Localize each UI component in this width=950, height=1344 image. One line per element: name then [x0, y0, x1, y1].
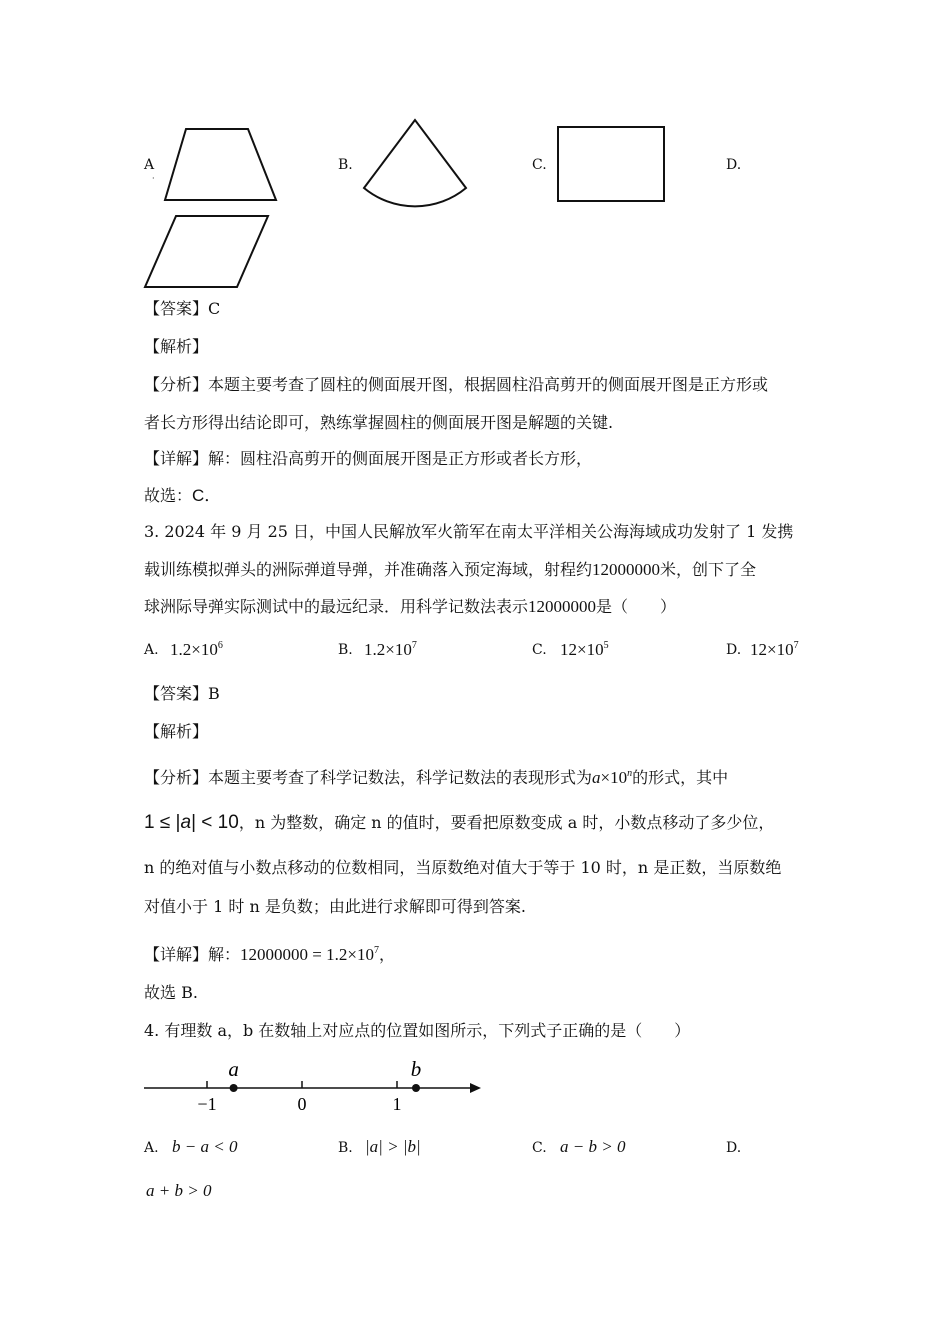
q3-detail — [144, 941, 395, 965]
q3-option-d-label: D. — [726, 642, 742, 658]
tick-label-minus1: −1 — [197, 1094, 217, 1114]
q4-option-b-expr: |a| > |b| — [365, 1137, 421, 1156]
point-b — [412, 1084, 420, 1092]
q3-line2-number: 12000000 — [592, 560, 661, 579]
q3-analysis-exp-n: n — [627, 768, 633, 779]
q3-option-b-exp: 7 — [411, 640, 417, 651]
q3-option-c-expr — [560, 640, 609, 660]
q2-choose — [144, 486, 221, 506]
q4-option-d-expr: a + b > 0 — [146, 1181, 212, 1200]
q2-shapes — [0, 0, 950, 300]
number-line — [0, 1050, 950, 1120]
tick-label-0: 0 — [297, 1094, 307, 1114]
q3-option-a-expr — [170, 640, 223, 660]
q3-option-a-label: A. — [144, 642, 159, 658]
q2-analysis-line2: 者长方形得出结论即可，熟练掌握圆柱的侧面展开图是解题的关键. — [144, 413, 614, 432]
q3-option-c-exp: 5 — [603, 640, 609, 651]
trapezoid-shape — [165, 129, 276, 200]
point-b-label: b — [410, 1057, 422, 1081]
q3-ineq-right: | < 10 — [191, 812, 239, 833]
q3-option-b-expr — [364, 640, 417, 660]
q3-option-b-base: 1.2×10 — [364, 640, 412, 659]
q3-ineq-left: 1 ≤ | — [144, 812, 181, 833]
point-a-label: a — [228, 1057, 239, 1081]
q3-detail-exp: 7 — [373, 945, 379, 956]
q3-analysis-heading: 【解析】 — [144, 722, 209, 741]
q3-analysis-line1-pre: 【分析】本题主要考查了科学记数法，科学记数法的表现形式为 — [144, 768, 593, 787]
q3-option-c-label: C. — [532, 642, 547, 658]
q3-analysis-line2-post: ，n 为整数，确定 n 的值时，要看把原数变成 a 时，小数点移动了多少位， — [238, 813, 775, 832]
q3-line3-pre: 球洲际导弹实际测试中的最远纪录．用科学记数法表示 — [144, 597, 529, 616]
q2-choose-value: C． — [192, 486, 222, 505]
q4-option-d-label: D. — [726, 1140, 742, 1156]
q4-option-a-expr: b − a < 0 — [172, 1137, 238, 1156]
q3-analysis-line3: n 的绝对值与小数点移动的位数相同，当原数绝对值大于等于 10 时，n 是正数，当原数绝 — [144, 858, 782, 877]
q3-line2-pre: 载训练模拟弹头的洲际弹道导弹，并准确落入预定海域，射程约 — [144, 560, 593, 579]
q3-line3 — [144, 597, 676, 617]
q4-option-b-label: B. — [338, 1140, 353, 1156]
q3-analysis-line1-post: 的形式，其中 — [632, 768, 729, 787]
parallelogram-shape — [145, 216, 268, 287]
rectangle-shape — [558, 127, 664, 201]
q2-option-a-label: A — [144, 157, 155, 173]
q3-analysis-var-a: a — [592, 768, 601, 787]
tick-label-1: 1 — [392, 1094, 402, 1114]
q3-detail-post: ， — [378, 945, 395, 964]
q2-analysis-heading: 【解析】 — [144, 337, 209, 356]
q3-option-b-label: B. — [338, 642, 353, 658]
q4-question: 4. 有理数 a，b 在数轴上对应点的位置如图所示，下列式子正确的是（ ） — [144, 1021, 691, 1040]
q2-choose-prefix: 故选： — [144, 486, 193, 505]
q3-option-c-base: 12×10 — [560, 640, 604, 659]
q3-analysis-line1 — [144, 764, 728, 788]
q3-line3-post: 是（ ） — [596, 597, 677, 616]
q2-analysis-line1: 【分析】本题主要考查了圆柱的侧面展开图，根据圆柱沿高剪开的侧面展开图是正方形或 — [144, 375, 769, 394]
q3-ineq-var-a: a — [180, 812, 192, 833]
q3-option-d-expr — [750, 640, 799, 660]
q2-detail: 【详解】解：圆柱沿高剪开的侧面展开图是正方形或者长方形， — [144, 449, 593, 468]
q2-answer: 【答案】C — [144, 299, 221, 318]
q3-detail-math: 12000000 = 1.2×10 — [240, 945, 374, 964]
q3-line3-number: 12000000 — [528, 597, 597, 616]
point-a — [230, 1084, 238, 1092]
q2-option-b-label: B. — [338, 157, 353, 173]
q2-option-d-label: D. — [726, 157, 742, 173]
q4-option-c-label: C. — [532, 1140, 547, 1156]
q3-analysis-line2 — [144, 813, 774, 833]
q4-option-c-expr: a − b > 0 — [560, 1137, 626, 1156]
q3-option-d-exp: 7 — [793, 640, 799, 651]
q3-answer: 【答案】B — [144, 684, 220, 703]
q2-option-c-label: C. — [532, 157, 547, 173]
q3-analysis-times: ×10 — [600, 768, 628, 787]
q3-detail-pre: 【详解】解： — [144, 945, 241, 964]
q3-choose: 故选 B. — [144, 983, 198, 1002]
q3-analysis-line4: 对值小于 1 时 n 是负数；由此进行求解即可得到答案. — [144, 897, 526, 916]
number-line-arrow — [470, 1083, 481, 1093]
q3-line2-post: 米，创下了全 — [660, 560, 757, 579]
sector-shape — [364, 120, 466, 206]
q3-option-d-base: 12×10 — [750, 640, 794, 659]
q3-option-a-exp: 6 — [217, 640, 223, 651]
q3-line1: 3. 2024 年 9 月 25 日，中国人民解放军火箭军在南太平洋相关公海海域成功发射了 1 发携 — [144, 522, 794, 541]
q2-option-a-dot: · — [152, 174, 155, 183]
q4-option-a-label: A. — [144, 1140, 159, 1156]
q3-option-a-base: 1.2×10 — [170, 640, 218, 659]
q3-line2 — [144, 560, 756, 580]
